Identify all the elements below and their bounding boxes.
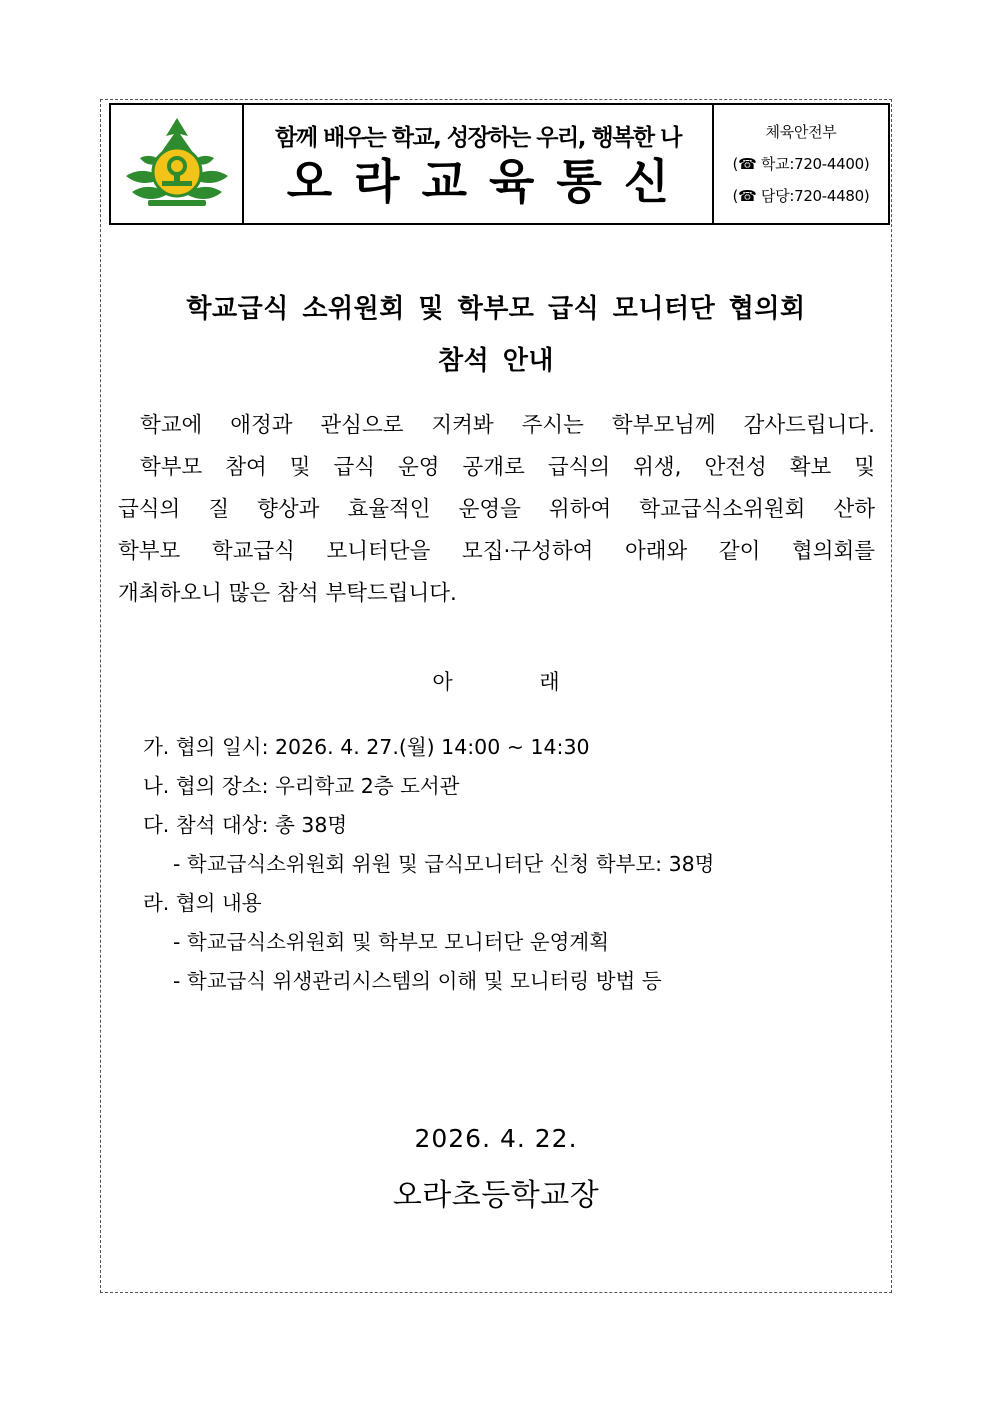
logo-cell: [111, 105, 244, 223]
detail-item: 라. 협의 내용: [143, 891, 262, 915]
phone-school: (☎ 학교:720-4400): [732, 155, 870, 173]
detail-subitem: - 학교급식소위원회 및 학부모 모니터단 운영계획: [173, 930, 610, 954]
signer: 오라초등학교장: [392, 1178, 600, 1213]
slogan: 함께 배우는 학교, 성장하는 우리, 행복한 나: [275, 125, 681, 152]
document-title-line1: 학교급식 소위원회 및 학부모 급식 모니터단 협의회: [186, 294, 806, 324]
details-list: [143, 728, 714, 1001]
issue-date: 2026. 4. 22.: [414, 1124, 578, 1153]
newsletter-title: 오라교육통신: [286, 155, 692, 211]
detail-subitem: - 학교급식 위생관리시스템의 이해 및 모니터링 방법 등: [173, 969, 662, 993]
department: 체육안전부: [765, 123, 837, 141]
body-line: 개최하오니 많은 참석 부탁드립니다.: [118, 581, 457, 606]
body-line: 급식의 질 향상과 효율적인 운영을 위하여 학교급식소위원회 산하: [118, 497, 875, 522]
phone-contact: (☎ 담당:720-4480): [732, 187, 870, 205]
contact-cell: [714, 105, 888, 223]
greeting-line: 학교에 애정과 관심으로 지켜봐 주시는 학부모님께 감사드립니다.: [140, 413, 875, 438]
notice-heading: 아 래: [432, 670, 560, 694]
body-line: 학부모 참여 및 급식 운영 공개로 급식의 위생, 안전성 확보 및: [140, 455, 875, 480]
newsletter-header: [109, 103, 890, 225]
body-line: 학부모 학교급식 모니터단을 모집·구성하여 아래와 같이 협의회를: [118, 539, 875, 564]
document-title-line2: 참석 안내: [437, 346, 555, 376]
title-cell: [244, 105, 714, 223]
body-paragraph: [118, 405, 875, 615]
school-emblem-icon: [118, 114, 236, 214]
detail-subitem: - 학교급식소위원회 위원 및 급식모니터단 신청 학부모: 38명: [173, 852, 715, 876]
detail-item: 다. 참석 대상: 총 38명: [143, 813, 348, 837]
page-frame: [100, 99, 892, 1293]
detail-item: 가. 협의 일시: 2026. 4. 27.(월) 14:00 ~ 14:30: [143, 735, 590, 759]
detail-item: 나. 협의 장소: 우리학교 2층 도서관: [143, 774, 460, 798]
